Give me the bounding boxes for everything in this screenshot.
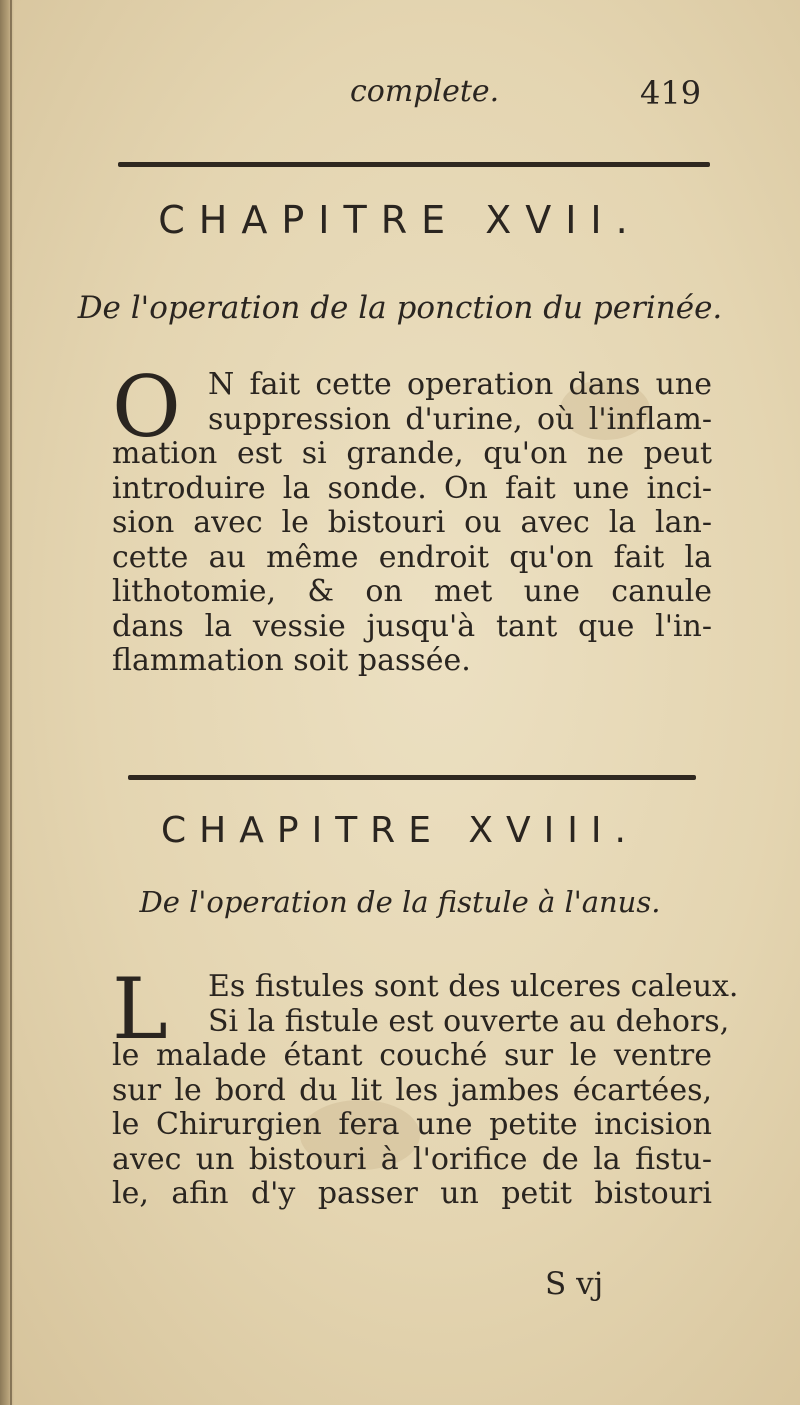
text-line: avec un bistouri à l'orifice de la fistu- (112, 1141, 712, 1177)
text-line: cette au même endroit qu'on fait la (112, 539, 712, 575)
page-number: 419 (640, 74, 702, 112)
text-line: suppression d'urine, où l'inflam- (208, 401, 712, 437)
text-line: introduire la sonde. On fait une inci- (112, 470, 712, 506)
text-line: lithotomie, & on met une canule (112, 574, 712, 609)
chapter-divider-rule (128, 775, 696, 780)
text-line: le malade étant couché sur le ventre (112, 1038, 712, 1073)
text-line: le, afin d'y passer un petit bistouri (112, 1176, 712, 1211)
running-head (0, 70, 800, 120)
text-line: Si la fistule est ouverte au dehors, (208, 1003, 730, 1039)
text-line: mation est si grande, qu'on ne peut (112, 436, 712, 471)
chapter-17-paragraph (112, 358, 712, 679)
chapter-18-heading: CHAPITRE XVIII. (161, 810, 639, 851)
text-line: dans la vessie jusqu'à tant que l'in- (112, 608, 712, 644)
chapter-18-subtitle: De l'operation de la fistule à l'anus. (139, 885, 661, 919)
running-title: complete. (350, 74, 500, 109)
text-line: le Chirurgien fera une petite incision (112, 1107, 712, 1142)
chapter-17-heading: CHAPITRE XVII. (158, 198, 642, 242)
text-line: N fait cette operation dans une (208, 367, 712, 402)
text-line: sion avec le bistouri ou avec la lan- (112, 505, 712, 540)
drop-cap-o: O (112, 358, 181, 456)
text-line: sur le bord du lit les jambes écartées, (112, 1072, 712, 1108)
text-line: Es fistules sont des ulceres caleux. (208, 969, 739, 1004)
printer-signature: S vj (545, 1266, 604, 1302)
drop-cap-l: L (112, 960, 168, 1058)
header-rule (118, 162, 710, 167)
chapter-18-paragraph (112, 960, 739, 1212)
chapter-17-subtitle: De l'operation de la ponction du perinée. (77, 290, 723, 326)
text-line: flammation soit passée. (112, 643, 471, 678)
